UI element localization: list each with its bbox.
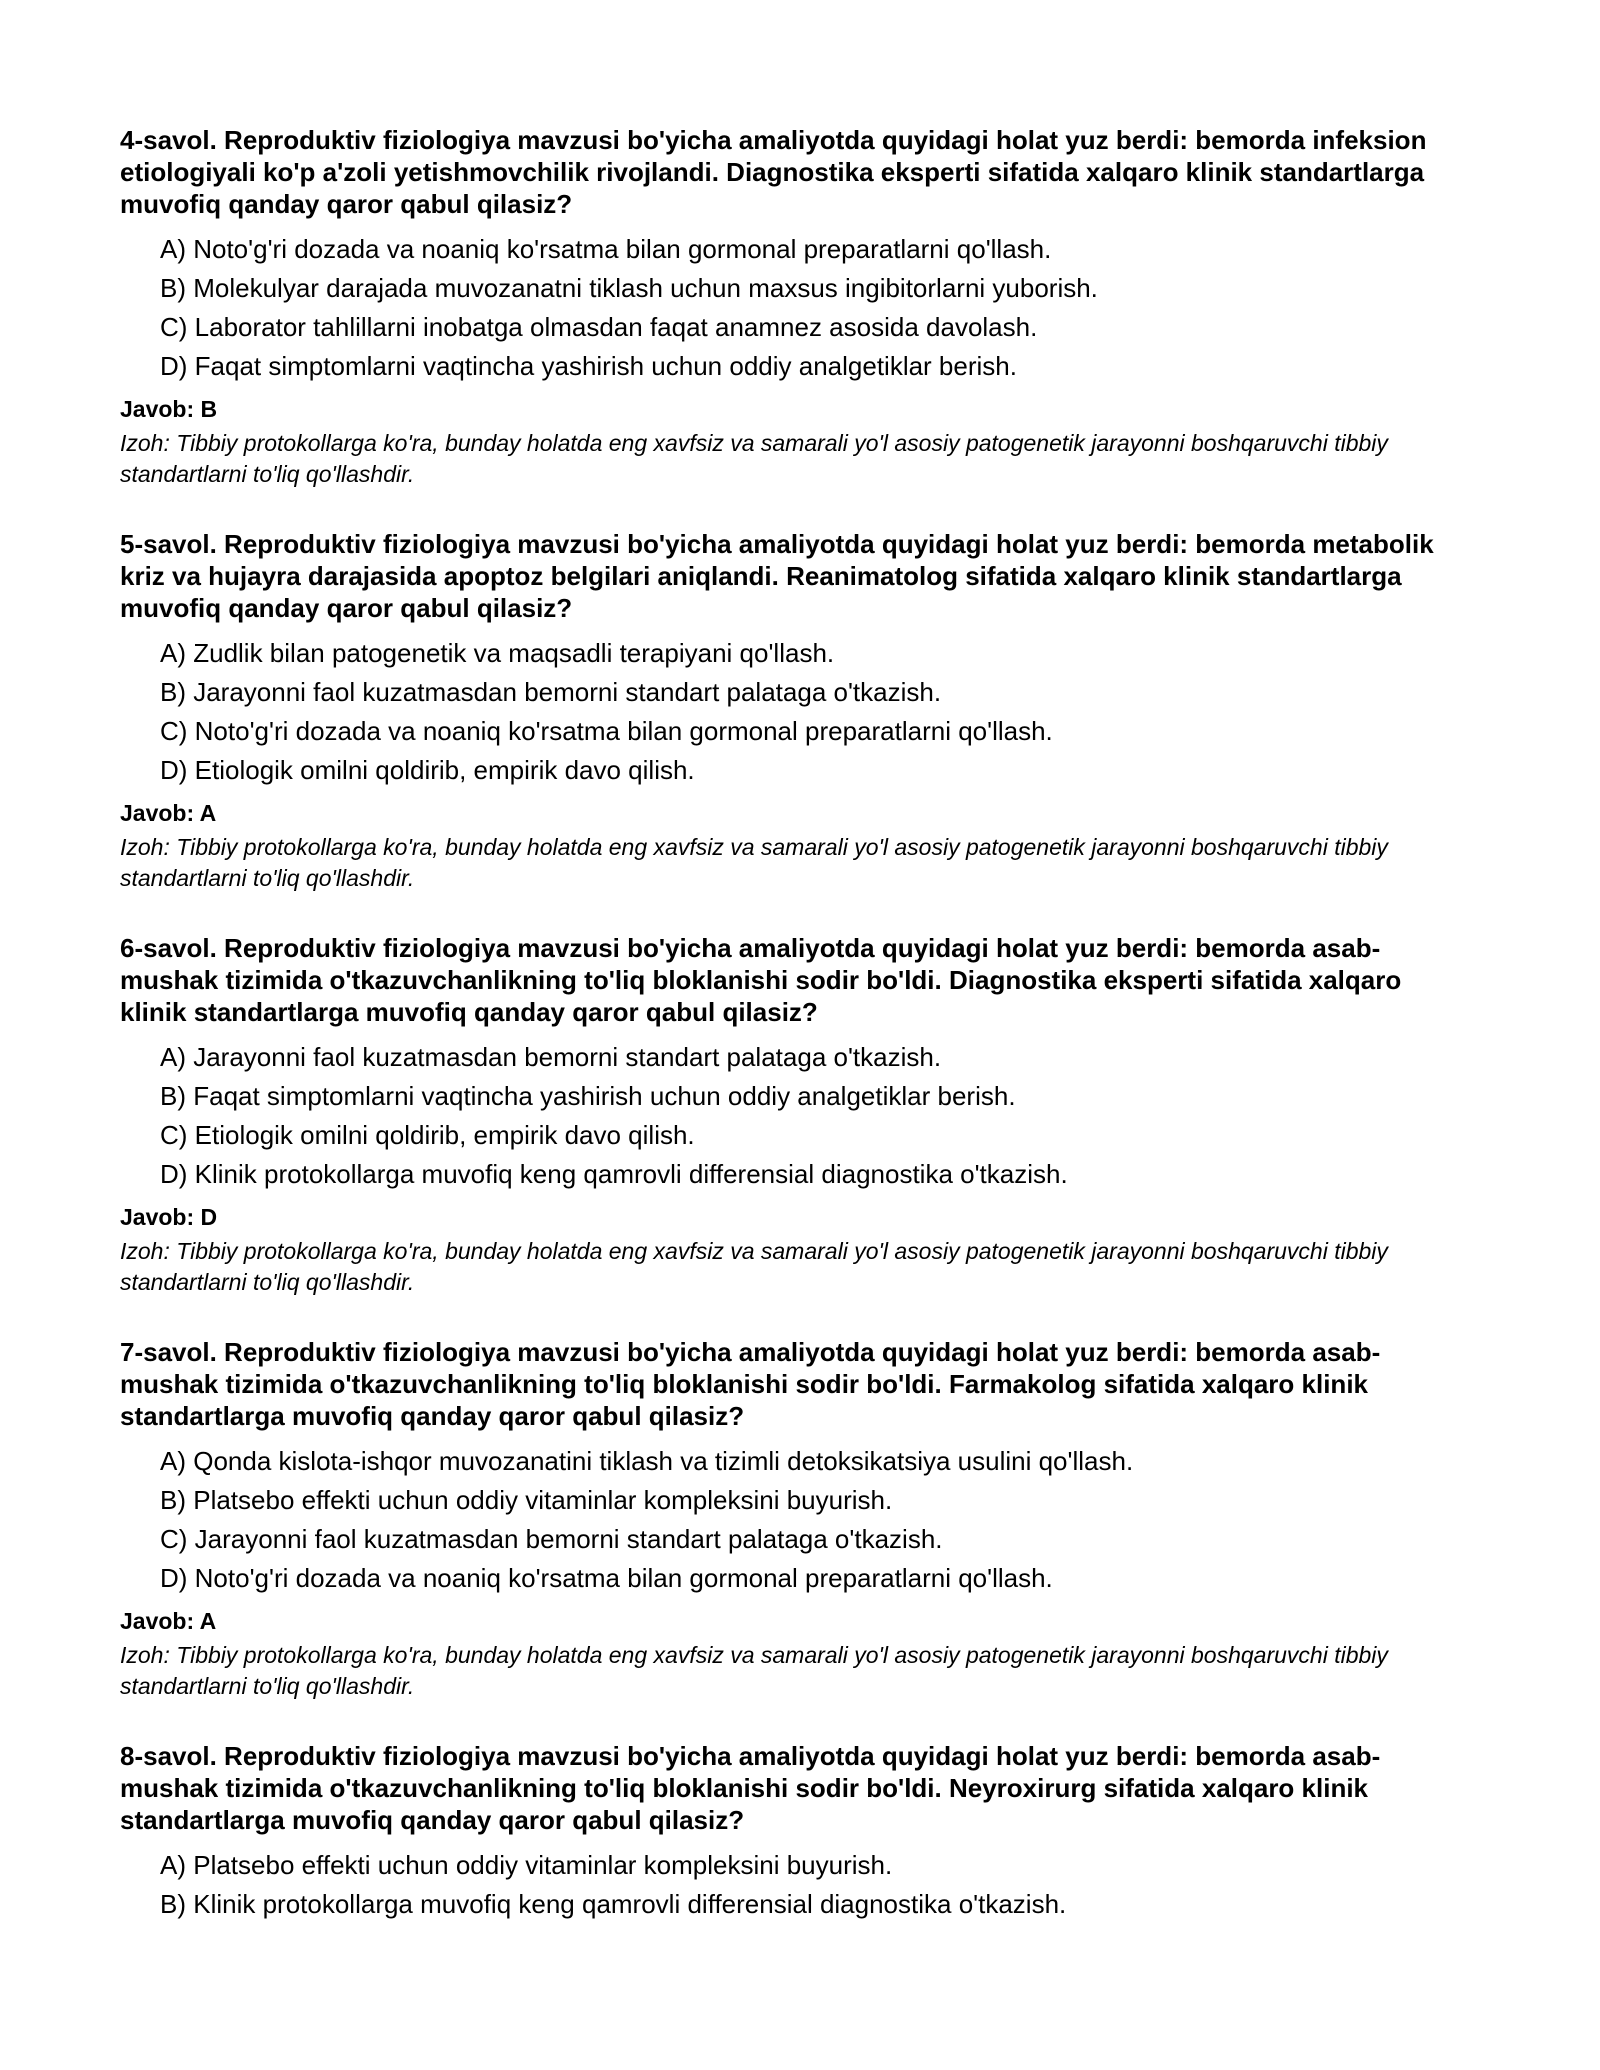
option-c: C) Noto'g'ri dozada va noaniq ko'rsatma bilan gormonal preparatlarni qo'llash. (160, 716, 1053, 746)
answer-options (120, 1442, 1460, 1598)
answer-options (120, 230, 1460, 386)
option-b: B) Jarayonni faol kuzatmasdan bemorni standart palataga o'tkazish. (160, 677, 942, 707)
question-7 (120, 1336, 1460, 1702)
answer-key: Javob: A (120, 800, 217, 826)
option-b: B) Molekulyar darajada muvozanatni tiklash uchun maxsus ingibitorlarni yuborish. (160, 273, 1098, 303)
option-c: C) Laborator tahlillarni inobatga olmasdan faqat anamnez asosida davolash. (160, 312, 1038, 342)
question-title: 7-savol. Reproduktiv fiziologiya mavzusi bo'yicha amaliyotda quyidagi holat yuz berdi: bemorda asab-mushak tizimida o'tkazuvchanlikning to'liq bloklanishi sodir bo'ldi. Farmakolog sifatida xalqaro klinik standartlarga muvofiq qanday qaror qabul qilasiz? (120, 1337, 1381, 1431)
question-8 (120, 1740, 1460, 1924)
question-title: 5-savol. Reproduktiv fiziologiya mavzusi bo'yicha amaliyotda quyidagi holat yuz berdi: bemorda metabolik kriz va hujayra darajasida apoptoz belgilari aniqlandi. Reanimatolog sifatida xalqaro klinik standartlarga muvofiq qanday qaror qabul qilasiz? (120, 529, 1434, 623)
option-d: D) Faqat simptomlarni vaqtincha yashirish uchun oddiy analgetiklar berish. (160, 351, 1017, 381)
option-c: C) Jarayonni faol kuzatmasdan bemorni standart palataga o'tkazish. (160, 1524, 943, 1554)
answer-options (120, 634, 1460, 790)
document-page (120, 124, 1460, 1962)
option-a: A) Jarayonni faol kuzatmasdan bemorni standart palataga o'tkazish. (160, 1042, 942, 1072)
option-a: A) Platsebo effekti uchun oddiy vitaminlar kompleksini buyurish. (160, 1850, 893, 1880)
question-title: 4-savol. Reproduktiv fiziologiya mavzusi bo'yicha amaliyotda quyidagi holat yuz berdi: bemorda infeksion etiologiyali ko'p a'zoli yetishmovchilik rivojlandi. Diagnostika eksperti sifatida xalqaro klinik standartlarga muvofiq qanday qaror qabul qilasiz? (120, 125, 1427, 219)
explanation-note: Izoh: Tibbiy protokollarga ko'ra, bunday holatda eng xavfsiz va samarali yo'l asosiy patogenetik jarayonni boshqaruvchi tibbiy standartlarni to'liq qo'llashdir. (120, 430, 1388, 487)
answer-key: Javob: A (120, 1608, 217, 1634)
question-4 (120, 124, 1460, 490)
explanation-note: Izoh: Tibbiy protokollarga ko'ra, bunday holatda eng xavfsiz va samarali yo'l asosiy patogenetik jarayonni boshqaruvchi tibbiy standartlarni to'liq qo'llashdir. (120, 834, 1388, 891)
answer-options (120, 1038, 1460, 1194)
explanation-note: Izoh: Tibbiy protokollarga ko'ra, bunday holatda eng xavfsiz va samarali yo'l asosiy patogenetik jarayonni boshqaruvchi tibbiy standartlarni to'liq qo'llashdir. (120, 1238, 1388, 1295)
question-title: 8-savol. Reproduktiv fiziologiya mavzusi bo'yicha amaliyotda quyidagi holat yuz berdi: bemorda asab-mushak tizimida o'tkazuvchanlikning to'liq bloklanishi sodir bo'ldi. Neyroxirurg sifatida xalqaro klinik standartlarga muvofiq qanday qaror qabul qilasiz? (120, 1741, 1381, 1835)
option-b: B) Platsebo effekti uchun oddiy vitaminlar kompleksini buyurish. (160, 1485, 893, 1515)
question-5 (120, 528, 1460, 894)
option-d: D) Noto'g'ri dozada va noaniq ko'rsatma bilan gormonal preparatlarni qo'llash. (160, 1563, 1053, 1593)
option-c: C) Etiologik omilni qoldirib, empirik davo qilish. (160, 1120, 695, 1150)
option-b: B) Faqat simptomlarni vaqtincha yashirish uchun oddiy analgetiklar berish. (160, 1081, 1016, 1111)
option-d: D) Etiologik omilni qoldirib, empirik davo qilish. (160, 755, 695, 785)
question-6 (120, 932, 1460, 1298)
explanation-note: Izoh: Tibbiy protokollarga ko'ra, bunday holatda eng xavfsiz va samarali yo'l asosiy patogenetik jarayonni boshqaruvchi tibbiy standartlarni to'liq qo'llashdir. (120, 1642, 1388, 1699)
option-a: A) Noto'g'ri dozada va noaniq ko'rsatma bilan gormonal preparatlarni qo'llash. (160, 234, 1052, 264)
answer-key: Javob: B (120, 396, 218, 422)
option-b: B) Klinik protokollarga muvofiq keng qamrovli differensial diagnostika o'tkazish. (160, 1889, 1067, 1919)
option-a: A) Zudlik bilan patogenetik va maqsadli terapiyani qo'llash. (160, 638, 835, 668)
answer-key: Javob: D (120, 1204, 218, 1230)
question-title: 6-savol. Reproduktiv fiziologiya mavzusi bo'yicha amaliyotda quyidagi holat yuz berdi: bemorda asab-mushak tizimida o'tkazuvchanlikning to'liq bloklanishi sodir bo'ldi. Diagnostika eksperti sifatida xalqaro klinik standartlarga muvofiq qanday qaror qabul qilasiz? (120, 933, 1402, 1027)
answer-options (120, 1846, 1460, 1924)
option-d: D) Klinik protokollarga muvofiq keng qamrovli differensial diagnostika o'tkazish. (160, 1159, 1068, 1189)
option-a: A) Qonda kislota-ishqor muvozanatini tiklash va tizimli detoksikatsiya usulini qo'llash. (160, 1446, 1134, 1476)
